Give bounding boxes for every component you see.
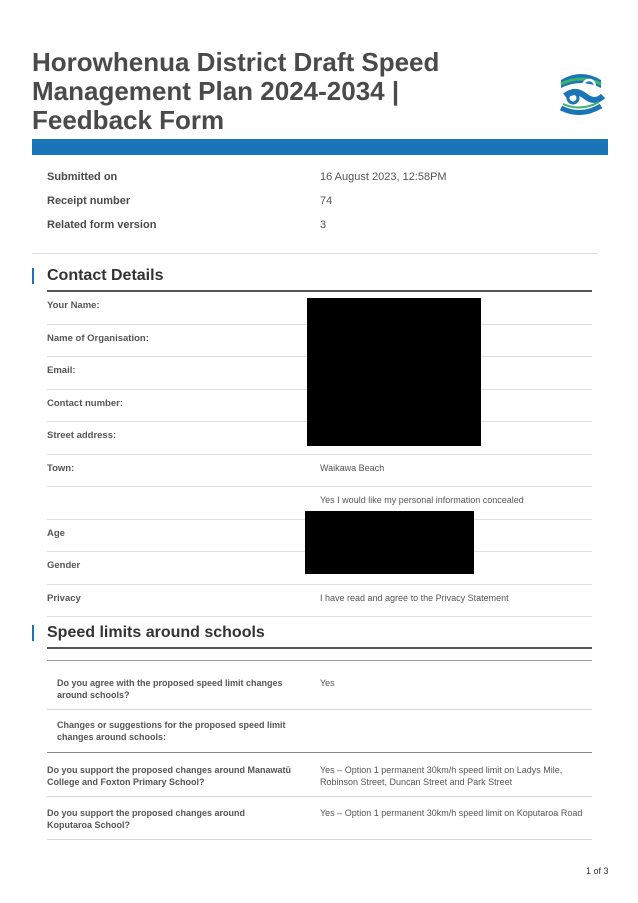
question-text: Do you support the proposed changes around Manawatū College and Foxton Primary School? bbox=[47, 765, 292, 787]
meta-value: 74 bbox=[320, 195, 333, 207]
table-row bbox=[47, 455, 592, 488]
answer-text: Yes – Option 1 permanent 30km/h speed limit on Ladys Mile, Robinson Street, Duncan Street and Park Street bbox=[320, 765, 563, 787]
divider bbox=[32, 253, 598, 254]
question-text: Do you support the proposed changes around Koputaroa School? bbox=[47, 808, 246, 830]
table-row bbox=[47, 661, 592, 710]
field-label: Name of Organisation: bbox=[47, 332, 149, 344]
field-label: Street address: bbox=[47, 430, 117, 441]
field-value: Yes I would like my personal information concealed bbox=[320, 495, 524, 505]
section-title: Contact Details bbox=[47, 267, 164, 284]
divider bbox=[47, 647, 592, 649]
header-accent-bar bbox=[32, 139, 608, 155]
table-row bbox=[47, 753, 592, 797]
council-logo-icon bbox=[555, 66, 607, 118]
meta-row bbox=[47, 192, 599, 216]
question-text: Do you agree with the proposed speed limit changes around schools? bbox=[57, 678, 283, 700]
meta-label: Receipt number bbox=[47, 195, 131, 207]
question-text: Changes or suggestions for the proposed speed limit changes around schools: bbox=[57, 720, 286, 742]
field-label: Contact number: bbox=[47, 397, 123, 409]
field-value: Waikawa Beach bbox=[320, 462, 385, 473]
meta-row bbox=[47, 168, 599, 192]
section-title: Speed limits around schools bbox=[47, 624, 265, 641]
answer-text: Yes – Option 1 permanent 30km/h speed limit on Koputaroa Road bbox=[320, 808, 583, 818]
meta-value: 3 bbox=[320, 219, 327, 231]
submission-meta bbox=[47, 168, 599, 240]
field-value: I have read and agree to the Privacy Statement bbox=[320, 592, 509, 603]
section-heading bbox=[32, 268, 592, 292]
meta-row bbox=[47, 216, 599, 240]
schools-table bbox=[47, 661, 592, 840]
meta-label: Submitted on bbox=[47, 171, 118, 183]
page-title: Horowhenua District Draft Speed Management Plan 2024-2034 | Feedback Form bbox=[32, 47, 440, 135]
heading-accent bbox=[32, 268, 34, 284]
redaction-block bbox=[305, 511, 474, 574]
heading-accent bbox=[32, 625, 34, 641]
meta-label: Related form version bbox=[47, 219, 157, 231]
answer-text: Yes bbox=[320, 678, 335, 688]
field-label: Age bbox=[47, 527, 65, 539]
field-label: Your Name: bbox=[47, 300, 100, 311]
table-row bbox=[47, 585, 592, 618]
meta-value: 16 August 2023, 12:58PM bbox=[320, 171, 447, 183]
table-row bbox=[47, 797, 592, 840]
page-number: 1 of 3 bbox=[586, 866, 609, 876]
section-heading bbox=[32, 625, 592, 649]
field-label: Gender bbox=[47, 560, 81, 571]
field-label: Email: bbox=[47, 365, 76, 376]
field-label: Privacy bbox=[47, 592, 81, 604]
table-row bbox=[47, 710, 592, 753]
field-label: Town: bbox=[47, 462, 75, 474]
redaction-block bbox=[307, 298, 481, 446]
